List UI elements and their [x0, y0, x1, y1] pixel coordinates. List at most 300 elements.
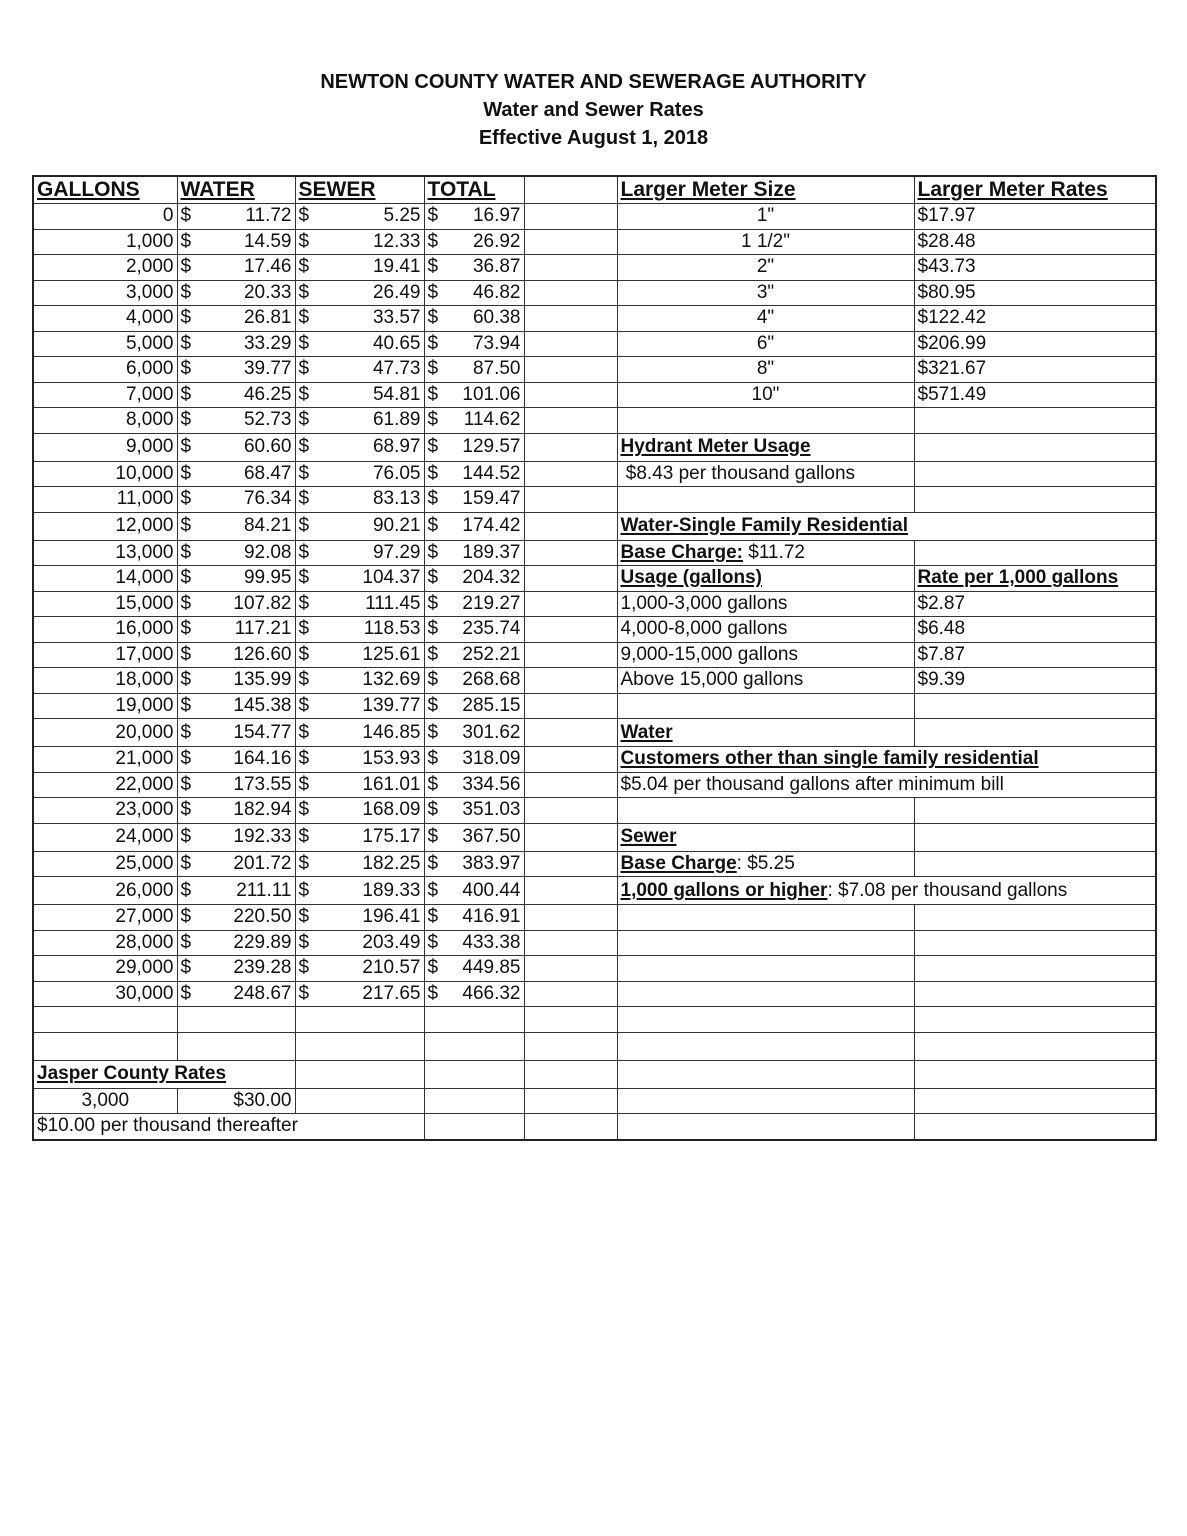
- currency-symbol: $: [180, 515, 192, 536]
- gallons-cell: 13,000: [33, 540, 177, 566]
- total-cell: [424, 823, 524, 851]
- water-other-subtitle: [617, 747, 1156, 773]
- column-header-label: GALLONS: [37, 178, 140, 201]
- spacer-cell: [524, 747, 617, 773]
- sewer-value: 125.61: [362, 643, 421, 665]
- total-value: 285.15: [462, 694, 521, 716]
- sewer-cell: [295, 798, 424, 824]
- total-value: 174.42: [462, 515, 521, 536]
- gallons-cell: 5,000: [33, 331, 177, 357]
- currency-symbol: $: [298, 436, 310, 457]
- larger-meter-size-header: [617, 176, 914, 204]
- total-value: 235.74: [462, 618, 521, 640]
- currency-symbol: $: [427, 358, 439, 380]
- water-value: 229.89: [233, 931, 292, 953]
- water-cell: [177, 823, 295, 851]
- usage-value: : $7.08 per thousand gallons: [827, 879, 1068, 901]
- gallons-cell: 10,000: [33, 461, 177, 487]
- water-cell: [177, 668, 295, 694]
- gallons-cell: 28,000: [33, 930, 177, 956]
- currency-symbol: $: [180, 799, 192, 821]
- total-cell: [424, 851, 524, 877]
- currency-symbol: $: [298, 307, 310, 329]
- sewer-cell: [295, 905, 424, 931]
- water-value: 99.95: [243, 567, 292, 589]
- usage-label: 1,000 gallons or higher: [620, 879, 828, 901]
- currency-symbol: $: [427, 541, 439, 563]
- sewer-cell: [295, 357, 424, 383]
- meter-rate: $571.49: [914, 382, 1156, 408]
- water-value: 117.21: [234, 618, 292, 640]
- currency-symbol: $: [427, 982, 439, 1004]
- total-cell: [424, 798, 524, 824]
- sewer-usage: [617, 877, 1156, 905]
- sewer-value: 76.05: [372, 462, 421, 484]
- spacer-cell: [524, 668, 617, 694]
- rate-header: Rate per 1,000 gallons: [917, 567, 1119, 589]
- section-title: Hydrant Meter Usage: [620, 436, 811, 457]
- total-value: 36.87: [472, 256, 521, 278]
- water-value: 239.28: [233, 957, 292, 979]
- blank-row: [33, 1007, 1156, 1033]
- total-cell: [424, 487, 524, 513]
- currency-symbol: $: [180, 462, 192, 484]
- rate-row: [33, 331, 1156, 357]
- sewer-value: 146.85: [362, 721, 421, 743]
- water-value: 135.99: [233, 669, 292, 691]
- sfr-usage-header: [617, 566, 914, 592]
- currency-symbol: $: [180, 358, 192, 380]
- total-cell: [424, 642, 524, 668]
- sewer-cell: [295, 204, 424, 230]
- currency-symbol: $: [427, 488, 439, 510]
- spacer-cell: [524, 956, 617, 982]
- water-value: 60.60: [243, 436, 292, 457]
- water-cell: [177, 747, 295, 773]
- total-value: 26.92: [472, 230, 521, 252]
- water-value: 14.59: [243, 230, 292, 252]
- rate-row: [33, 408, 1156, 434]
- water-cell: [177, 204, 295, 230]
- sewer-cell: [295, 408, 424, 434]
- total-cell: [424, 461, 524, 487]
- water-value: 164.16: [233, 748, 292, 770]
- gallons-cell: 12,000: [33, 512, 177, 540]
- total-value: 351.03: [462, 799, 521, 821]
- empty-cell: [295, 1088, 424, 1114]
- water-value: 46.25: [243, 383, 292, 405]
- rate-row: [33, 772, 1156, 798]
- spacer-cell: [524, 540, 617, 566]
- meter-size: 2": [617, 255, 914, 281]
- spacer-cell: [524, 981, 617, 1007]
- total-cell: [424, 668, 524, 694]
- water-cell: [177, 930, 295, 956]
- sfr-rate-header: [914, 566, 1156, 592]
- sewer-value: 90.21: [372, 515, 421, 536]
- total-cell: [424, 719, 524, 747]
- gallons-cell: 3,000: [33, 280, 177, 306]
- spacer-cell: [524, 461, 617, 487]
- empty-cell: [524, 1114, 617, 1140]
- total-cell: [424, 255, 524, 281]
- total-value: 252.21: [462, 643, 521, 665]
- currency-symbol: $: [427, 669, 439, 691]
- total-cell: [424, 566, 524, 592]
- gallons-cell: 30,000: [33, 981, 177, 1007]
- rate-row: [33, 981, 1156, 1007]
- sewer-value: 118.53: [363, 618, 421, 640]
- currency-symbol: $: [180, 773, 192, 795]
- gallons-cell: 2,000: [33, 255, 177, 281]
- sewer-cell: [295, 566, 424, 592]
- jasper-amount: $30.00: [177, 1088, 295, 1114]
- sewer-value: 47.73: [372, 358, 421, 380]
- rate-row: [33, 930, 1156, 956]
- tier-usage: 1,000-3,000 gallons: [617, 591, 914, 617]
- total-value: 144.52: [462, 462, 521, 484]
- currency-symbol: $: [180, 643, 192, 665]
- empty-cell: [424, 1060, 524, 1088]
- currency-symbol: $: [427, 694, 439, 716]
- rate-row: [33, 461, 1156, 487]
- sewer-cell: [295, 981, 424, 1007]
- currency-symbol: $: [180, 205, 192, 227]
- column-header-label: SEWER: [298, 178, 376, 201]
- empty-cell: [295, 1007, 424, 1033]
- sewer-value: 111.45: [365, 592, 421, 614]
- rate-row: [33, 693, 1156, 719]
- water-value: 107.82: [233, 592, 292, 614]
- spacer-cell: [524, 566, 617, 592]
- water-cell: [177, 905, 295, 931]
- water-cell: [177, 851, 295, 877]
- currency-symbol: $: [180, 567, 192, 589]
- water-other-rate: $5.04 per thousand gallons after minimum bill: [617, 772, 1156, 798]
- section-title: Water-Single Family Residential: [620, 515, 909, 536]
- sewer-cell: [295, 461, 424, 487]
- total-value: 159.47: [462, 488, 521, 510]
- empty-cell: [617, 798, 914, 824]
- effective-date: Effective August 1, 2018: [478, 127, 709, 149]
- rate-row: [33, 617, 1156, 643]
- jasper-title: [33, 1060, 295, 1088]
- empty-cell: [914, 1114, 1156, 1140]
- currency-symbol: $: [180, 332, 192, 354]
- currency-symbol: $: [298, 409, 310, 431]
- gallons-cell: 16,000: [33, 617, 177, 643]
- currency-symbol: $: [298, 748, 310, 770]
- empty-cell: [424, 1032, 524, 1060]
- empty-cell: [617, 1032, 914, 1060]
- total-cell: [424, 382, 524, 408]
- currency-symbol: $: [298, 592, 310, 614]
- sewer-cell: [295, 772, 424, 798]
- sewer-cell: [295, 512, 424, 540]
- currency-symbol: $: [427, 879, 439, 901]
- sewer-value: 61.89: [372, 409, 421, 431]
- empty-cell: [914, 540, 1156, 566]
- sewer-value: 104.37: [362, 567, 421, 589]
- sewer-value: 12.33: [372, 230, 421, 252]
- empty-cell: [33, 1032, 177, 1060]
- gallons-cell: 11,000: [33, 487, 177, 513]
- sewer-cell: [295, 540, 424, 566]
- currency-symbol: $: [298, 541, 310, 563]
- org-title: NEWTON COUNTY WATER AND SEWERAGE AUTHORITY: [320, 71, 867, 93]
- currency-symbol: $: [180, 721, 192, 743]
- water-value: 92.08: [243, 541, 292, 563]
- currency-symbol: $: [298, 694, 310, 716]
- water-value: 26.81: [243, 307, 292, 329]
- currency-symbol: $: [427, 721, 439, 743]
- tier-usage: 9,000-15,000 gallons: [617, 642, 914, 668]
- gallons-cell: 25,000: [33, 851, 177, 877]
- water-value: 248.67: [233, 982, 292, 1004]
- rate-row: [33, 229, 1156, 255]
- sewer-cell: [295, 280, 424, 306]
- currency-symbol: $: [180, 256, 192, 278]
- currency-symbol: $: [427, 281, 439, 303]
- jasper-title-row: [33, 1060, 1156, 1088]
- rate-row: [33, 487, 1156, 513]
- currency-symbol: $: [298, 462, 310, 484]
- water-cell: [177, 981, 295, 1007]
- empty-cell: [617, 981, 914, 1007]
- sewer-value: 40.65: [372, 332, 421, 354]
- currency-symbol: $: [180, 488, 192, 510]
- column-header-label: TOTAL: [427, 178, 496, 201]
- currency-symbol: $: [298, 643, 310, 665]
- rate-row: [33, 280, 1156, 306]
- base-value: : $5.25: [736, 852, 795, 874]
- total-cell: [424, 956, 524, 982]
- currency-symbol: $: [298, 567, 310, 589]
- sewer-cell: [295, 487, 424, 513]
- rate-row: [33, 798, 1156, 824]
- sewer-base: [617, 851, 914, 877]
- jasper-note-row: [33, 1114, 1156, 1140]
- currency-symbol: $: [298, 799, 310, 821]
- water-cell: [177, 540, 295, 566]
- rate-row: [33, 668, 1156, 694]
- currency-symbol: $: [180, 281, 192, 303]
- column-header: [424, 176, 524, 204]
- sewer-cell: [295, 617, 424, 643]
- empty-cell: [914, 1007, 1156, 1033]
- total-value: 60.38: [472, 307, 521, 329]
- currency-symbol: $: [180, 618, 192, 640]
- meter-rate: $17.97: [914, 204, 1156, 230]
- sewer-value: 19.41: [372, 256, 421, 278]
- total-cell: [424, 357, 524, 383]
- sewer-cell: [295, 382, 424, 408]
- currency-symbol: $: [180, 982, 192, 1004]
- currency-symbol: $: [427, 332, 439, 354]
- meter-rate: $122.42: [914, 306, 1156, 332]
- currency-symbol: $: [298, 669, 310, 691]
- currency-symbol: $: [298, 906, 310, 928]
- meter-rate: $28.48: [914, 229, 1156, 255]
- rate-row: [33, 642, 1156, 668]
- empty-cell: [914, 905, 1156, 931]
- blank-row: [33, 1032, 1156, 1060]
- water-cell: [177, 512, 295, 540]
- water-cell: [177, 331, 295, 357]
- tier-rate: $2.87: [914, 591, 1156, 617]
- spacer-cell: [524, 280, 617, 306]
- currency-symbol: $: [298, 383, 310, 405]
- currency-symbol: $: [180, 906, 192, 928]
- water-cell: [177, 617, 295, 643]
- rate-row: [33, 566, 1156, 592]
- empty-cell: [424, 1007, 524, 1033]
- water-value: 154.77: [233, 721, 292, 743]
- empty-cell: [524, 1060, 617, 1088]
- spacer-cell: [524, 255, 617, 281]
- sewer-value: 83.13: [372, 488, 421, 510]
- rate-row: [33, 382, 1156, 408]
- empty-cell: [914, 823, 1156, 851]
- total-value: 400.44: [462, 879, 521, 901]
- empty-cell: [177, 1007, 295, 1033]
- spacer-cell: [524, 719, 617, 747]
- currency-symbol: $: [298, 618, 310, 640]
- sewer-cell: [295, 642, 424, 668]
- water-cell: [177, 642, 295, 668]
- total-cell: [424, 204, 524, 230]
- currency-symbol: $: [298, 205, 310, 227]
- total-value: 189.37: [462, 541, 521, 563]
- rate-row: [33, 905, 1156, 931]
- water-value: 33.29: [243, 332, 292, 354]
- gallons-cell: 6,000: [33, 357, 177, 383]
- meter-rate: $206.99: [914, 331, 1156, 357]
- currency-symbol: $: [180, 383, 192, 405]
- spacer-cell: [524, 229, 617, 255]
- empty-cell: [617, 1088, 914, 1114]
- empty-cell: [914, 1032, 1156, 1060]
- gallons-cell: 17,000: [33, 642, 177, 668]
- spacer-cell: [524, 905, 617, 931]
- water-cell: [177, 693, 295, 719]
- water-cell: [177, 956, 295, 982]
- sewer-value: 203.49: [362, 931, 421, 953]
- water-value: 211.11: [236, 879, 292, 901]
- empty-cell: [617, 1007, 914, 1033]
- water-value: 145.38: [233, 694, 292, 716]
- gallons-cell: 7,000: [33, 382, 177, 408]
- usage-header: Usage (gallons): [620, 567, 762, 589]
- water-value: 126.60: [233, 643, 292, 665]
- currency-symbol: $: [427, 773, 439, 795]
- gallons-cell: 23,000: [33, 798, 177, 824]
- sewer-cell: [295, 306, 424, 332]
- currency-symbol: $: [427, 567, 439, 589]
- water-cell: [177, 566, 295, 592]
- empty-cell: [617, 487, 914, 513]
- meter-rate: $80.95: [914, 280, 1156, 306]
- sewer-value: 33.57: [372, 307, 421, 329]
- spacer-cell: [524, 357, 617, 383]
- sewer-cell: [295, 668, 424, 694]
- currency-symbol: $: [427, 436, 439, 457]
- currency-symbol: $: [180, 541, 192, 563]
- sewer-cell: [295, 851, 424, 877]
- spacer-cell: [524, 798, 617, 824]
- currency-symbol: $: [427, 826, 439, 847]
- sewer-cell: [295, 956, 424, 982]
- sewer-value: 182.25: [362, 852, 421, 874]
- currency-symbol: $: [180, 436, 192, 457]
- water-cell: [177, 719, 295, 747]
- rates-sheet: [32, 175, 1157, 1141]
- currency-symbol: $: [427, 906, 439, 928]
- currency-symbol: $: [298, 826, 310, 847]
- currency-symbol: $: [427, 852, 439, 874]
- hydrant-rate-text: $8.43 per thousand gallons: [625, 462, 856, 484]
- currency-symbol: $: [427, 799, 439, 821]
- sfr-base: [617, 540, 914, 566]
- tier-rate: $7.87: [914, 642, 1156, 668]
- currency-symbol: $: [427, 230, 439, 252]
- currency-symbol: $: [180, 852, 192, 874]
- total-value: 46.82: [472, 281, 521, 303]
- spacer-cell: [524, 617, 617, 643]
- water-cell: [177, 591, 295, 617]
- currency-symbol: $: [427, 205, 439, 227]
- rate-row: [33, 591, 1156, 617]
- gallons-cell: 1,000: [33, 229, 177, 255]
- meter-rate: $321.67: [914, 357, 1156, 383]
- gallons-cell: 14,000: [33, 566, 177, 592]
- empty-cell: [914, 461, 1156, 487]
- base-label: Base Charge:: [620, 541, 743, 563]
- sewer-value: 210.57: [362, 957, 421, 979]
- empty-cell: [914, 1060, 1156, 1088]
- currency-symbol: $: [180, 669, 192, 691]
- water-cell: [177, 255, 295, 281]
- total-value: 334.56: [462, 773, 521, 795]
- sewer-title: [617, 823, 914, 851]
- gallons-cell: 24,000: [33, 823, 177, 851]
- jasper-values-row: [33, 1088, 1156, 1114]
- empty-cell: [617, 693, 914, 719]
- total-cell: [424, 280, 524, 306]
- water-value: 220.50: [233, 906, 292, 928]
- base-label: Base Charge: [620, 852, 737, 874]
- sewer-value: 168.09: [362, 799, 421, 821]
- sewer-value: 68.97: [372, 436, 421, 457]
- rate-row: [33, 851, 1156, 877]
- sewer-value: 54.81: [372, 383, 421, 405]
- rate-row: [33, 204, 1156, 230]
- gallons-cell: 21,000: [33, 747, 177, 773]
- sewer-value: 196.41: [362, 906, 421, 928]
- total-value: 433.38: [462, 931, 521, 953]
- gallons-cell: 29,000: [33, 956, 177, 982]
- tier-rate: $6.48: [914, 617, 1156, 643]
- hydrant-rate: [617, 461, 914, 487]
- currency-symbol: $: [427, 592, 439, 614]
- currency-symbol: $: [427, 256, 439, 278]
- header-row: [33, 176, 1156, 204]
- gallons-cell: 0: [33, 204, 177, 230]
- currency-symbol: $: [427, 515, 439, 536]
- currency-symbol: $: [427, 748, 439, 770]
- gallons-cell: 27,000: [33, 905, 177, 931]
- sewer-cell: [295, 591, 424, 617]
